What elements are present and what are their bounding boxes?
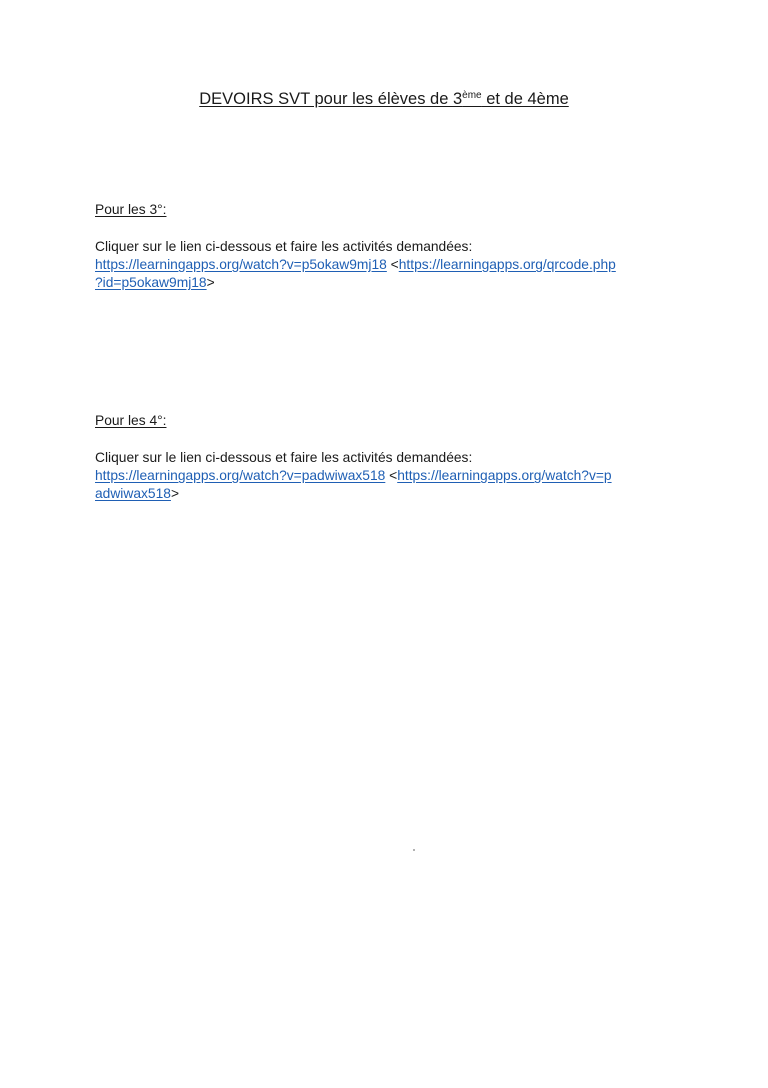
link-close-bracket: > xyxy=(206,275,215,290)
title-superscript: ème xyxy=(462,90,482,101)
links-line-2 xyxy=(95,485,695,503)
page-title xyxy=(0,90,768,109)
section-heading: Pour les 3°: xyxy=(95,202,167,217)
learningapps-watch-link-alt-part2[interactable]: adwiwax518 xyxy=(95,486,171,501)
learningapps-qrcode-link-part2[interactable]: ?id=p5okaw9mj18 xyxy=(95,275,207,290)
links-line-1 xyxy=(95,467,695,485)
learningapps-watch-link-alt-part1[interactable]: https://learningapps.org/watch?v=p xyxy=(397,468,612,483)
scan-speck xyxy=(413,849,415,851)
section-3eme xyxy=(95,201,695,292)
instruction-text: Cliquer sur le lien ci-dessous et faire les activités demandées: xyxy=(95,239,473,254)
link-open-bracket: < xyxy=(386,257,399,272)
learningapps-watch-link[interactable]: https://learningapps.org/watch?v=padwiwax518 xyxy=(95,468,386,483)
link-close-bracket: > xyxy=(170,486,179,501)
link-open-bracket: < xyxy=(385,468,398,483)
instruction-text: Cliquer sur le lien ci-dessous et faire les activités demandées: xyxy=(95,450,473,465)
title-suffix: et de 4ème xyxy=(481,90,569,108)
title-prefix: DEVOIRS SVT pour les élèves de 3 xyxy=(199,90,463,108)
links-line-2 xyxy=(95,274,695,292)
learningapps-watch-link[interactable]: https://learningapps.org/watch?v=p5okaw9mj18 xyxy=(95,257,387,272)
links-line-1 xyxy=(95,256,695,274)
learningapps-qrcode-link-part1[interactable]: https://learningapps.org/qrcode.php xyxy=(398,257,616,272)
section-4eme xyxy=(95,412,695,503)
section-heading: Pour les 4°: xyxy=(95,413,167,428)
